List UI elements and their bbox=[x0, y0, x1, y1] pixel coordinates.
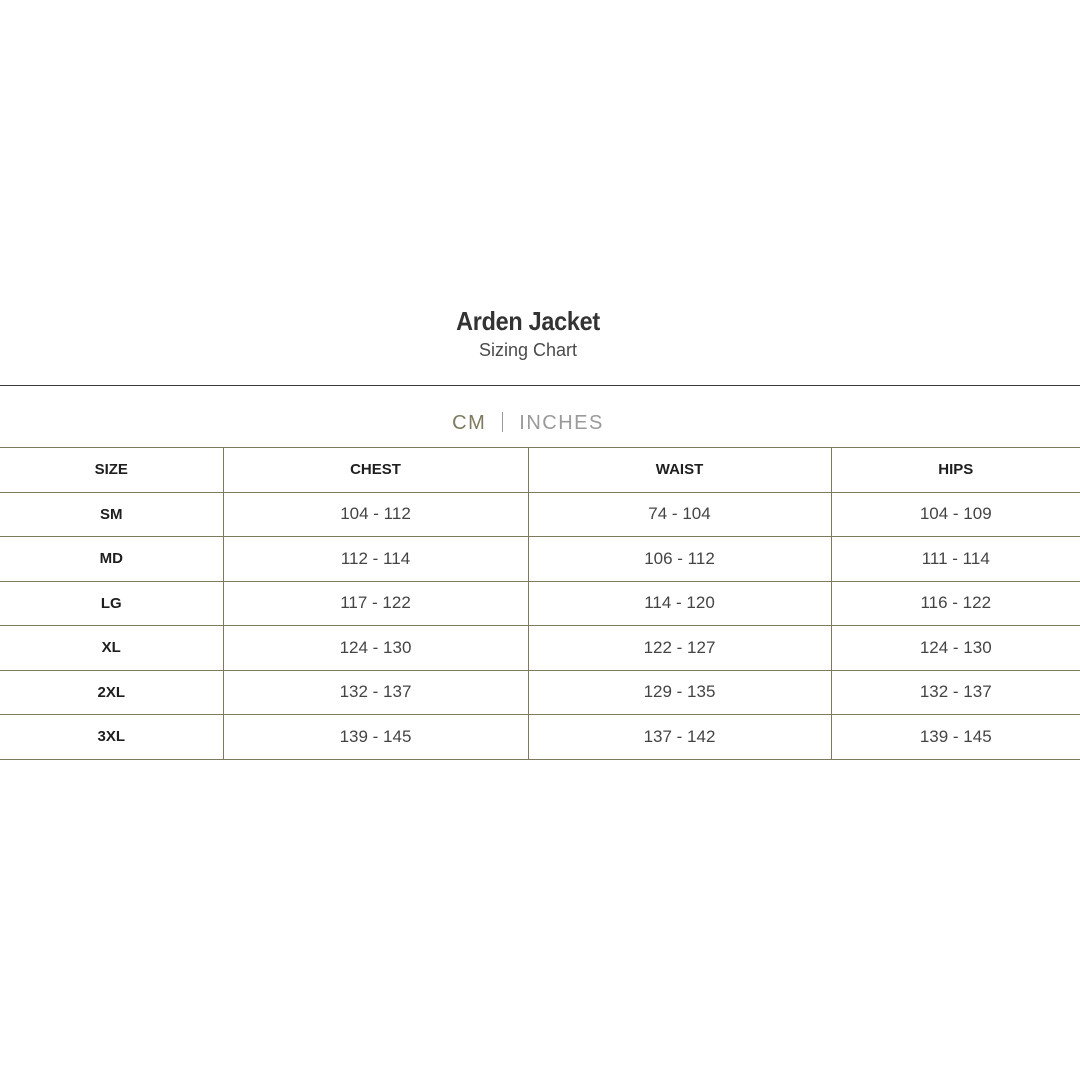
table-row bbox=[0, 581, 1080, 626]
unit-separator bbox=[502, 412, 503, 432]
sizing-table bbox=[0, 447, 1080, 760]
column-header-size: SIZE bbox=[0, 448, 223, 493]
page-subtitle: Sizing Chart bbox=[478, 340, 578, 360]
table-row bbox=[0, 537, 1080, 582]
size-cell: SM bbox=[0, 492, 223, 537]
waist-cell: 114 - 120 bbox=[528, 581, 831, 626]
size-cell: MD bbox=[0, 537, 223, 582]
size-cell: XL bbox=[0, 626, 223, 671]
table-row bbox=[0, 670, 1080, 715]
page-title: Arden Jacket bbox=[456, 306, 600, 336]
waist-cell: 106 - 112 bbox=[528, 537, 831, 582]
hips-cell: 132 - 137 bbox=[831, 670, 1080, 715]
size-cell: 2XL bbox=[0, 670, 223, 715]
table-row bbox=[0, 492, 1080, 537]
size-cell: LG bbox=[0, 581, 223, 626]
unit-inches-toggle[interactable]: INCHES bbox=[519, 412, 604, 434]
size-cell: 3XL bbox=[0, 715, 223, 760]
table-header-row bbox=[0, 448, 1080, 493]
hips-cell: 104 - 109 bbox=[831, 492, 1080, 537]
hips-cell: 124 - 130 bbox=[831, 626, 1080, 671]
chest-cell: 139 - 145 bbox=[223, 715, 528, 760]
column-header-chest: CHEST bbox=[223, 448, 528, 493]
waist-cell: 74 - 104 bbox=[528, 492, 831, 537]
table-row bbox=[0, 626, 1080, 671]
header-divider bbox=[0, 385, 1080, 386]
column-header-waist: WAIST bbox=[528, 448, 831, 493]
hips-cell: 139 - 145 bbox=[831, 715, 1080, 760]
table-row bbox=[0, 715, 1080, 760]
chest-cell: 132 - 137 bbox=[223, 670, 528, 715]
unit-cm-toggle[interactable]: CM bbox=[452, 412, 487, 434]
unit-toggle bbox=[0, 412, 1056, 435]
hips-cell: 116 - 122 bbox=[831, 581, 1080, 626]
chest-cell: 104 - 112 bbox=[223, 492, 528, 537]
chest-cell: 117 - 122 bbox=[223, 581, 528, 626]
waist-cell: 129 - 135 bbox=[528, 670, 831, 715]
waist-cell: 137 - 142 bbox=[528, 715, 831, 760]
waist-cell: 122 - 127 bbox=[528, 626, 831, 671]
hips-cell: 111 - 114 bbox=[831, 537, 1080, 582]
chest-cell: 112 - 114 bbox=[223, 537, 528, 582]
chest-cell: 124 - 130 bbox=[223, 626, 528, 671]
column-header-hips: HIPS bbox=[831, 448, 1080, 493]
